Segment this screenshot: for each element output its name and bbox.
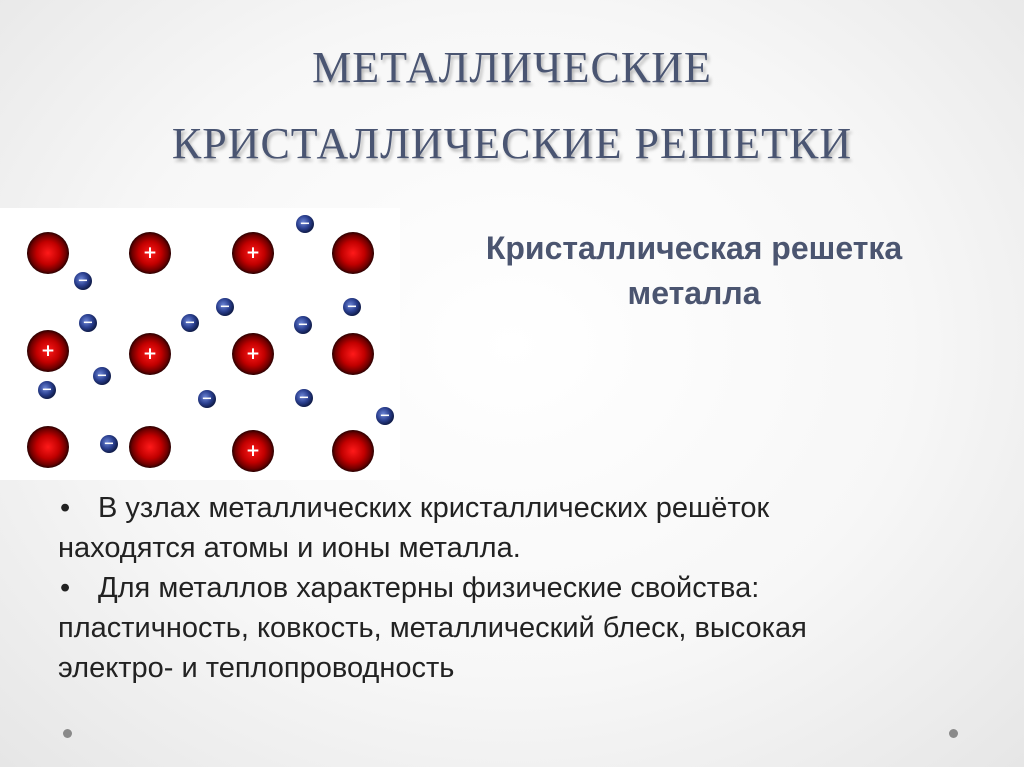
- positive-sign: +: [245, 243, 261, 263]
- metal-lattice-diagram: [0, 208, 400, 480]
- positive-sign: +: [40, 341, 56, 361]
- bullet-item-1: [58, 488, 958, 528]
- negative-sign: −: [346, 299, 358, 315]
- electron: [74, 272, 92, 290]
- positive-sign: +: [142, 243, 158, 263]
- bullet-2-continuation-2: электро- и теплопроводность: [58, 652, 455, 684]
- electron: [79, 314, 97, 332]
- negative-sign: −: [103, 436, 115, 452]
- slide-title-line-1: МЕТАЛЛИЧЕСКИЕ: [312, 43, 712, 92]
- electron: [93, 367, 111, 385]
- metal-atom: [129, 426, 171, 468]
- lattice-caption-line-2: металла: [627, 275, 761, 311]
- metal-ion: [232, 232, 274, 274]
- metal-atom: [332, 333, 374, 375]
- electron: [376, 407, 394, 425]
- negative-sign: −: [201, 391, 213, 407]
- lattice-caption: [418, 226, 970, 316]
- metal-ion: [232, 430, 274, 472]
- bullet-2-line-1: Для металлов характерны физические свойства:: [98, 572, 760, 604]
- negative-sign: −: [297, 317, 309, 333]
- bullet-item-2: [58, 568, 958, 608]
- lattice-caption-line-1: Кристаллическая решетка: [485, 230, 903, 266]
- metal-ion: [27, 330, 69, 372]
- metal-ion: [232, 333, 274, 375]
- slide-title: [0, 30, 1024, 182]
- negative-sign: −: [184, 315, 196, 331]
- metal-atom: [332, 232, 374, 274]
- negative-sign: −: [219, 299, 231, 315]
- negative-sign: −: [77, 273, 89, 289]
- positive-sign: +: [142, 344, 158, 364]
- electron: [296, 215, 314, 233]
- metal-ion: [129, 232, 171, 274]
- negative-sign: −: [96, 368, 108, 384]
- bullet-marker: •: [60, 492, 71, 524]
- positive-sign: +: [245, 344, 261, 364]
- metal-atom: [27, 426, 69, 468]
- corner-dot-left: [63, 729, 72, 738]
- electron: [216, 298, 234, 316]
- metal-ion: [129, 333, 171, 375]
- electron: [38, 381, 56, 399]
- electron: [294, 316, 312, 334]
- bullet-2-continuation-1: пластичность, ковкость, металлический блеск, высокая: [58, 612, 807, 644]
- negative-sign: −: [298, 390, 310, 406]
- positive-sign: +: [245, 441, 261, 461]
- bullet-list: [58, 488, 958, 688]
- negative-sign: −: [379, 408, 391, 424]
- bullet-marker: •: [60, 572, 71, 604]
- bullet-1-continuation: находятся атомы и ионы металла.: [58, 532, 521, 564]
- electron: [295, 389, 313, 407]
- corner-dot-right: [949, 729, 958, 738]
- slide-title-line-2: КРИСТАЛЛИЧЕСКИЕ РЕШЕТКИ: [171, 119, 853, 168]
- negative-sign: −: [299, 216, 311, 232]
- metal-atom: [27, 232, 69, 274]
- electron: [181, 314, 199, 332]
- lattice-svg: [0, 208, 400, 480]
- metal-atom: [332, 430, 374, 472]
- electron: [100, 435, 118, 453]
- electron: [198, 390, 216, 408]
- negative-sign: −: [41, 382, 53, 398]
- negative-sign: −: [82, 315, 94, 331]
- bullet-1-line-1: В узлах металлических кристаллических решёток: [98, 492, 770, 524]
- electron: [343, 298, 361, 316]
